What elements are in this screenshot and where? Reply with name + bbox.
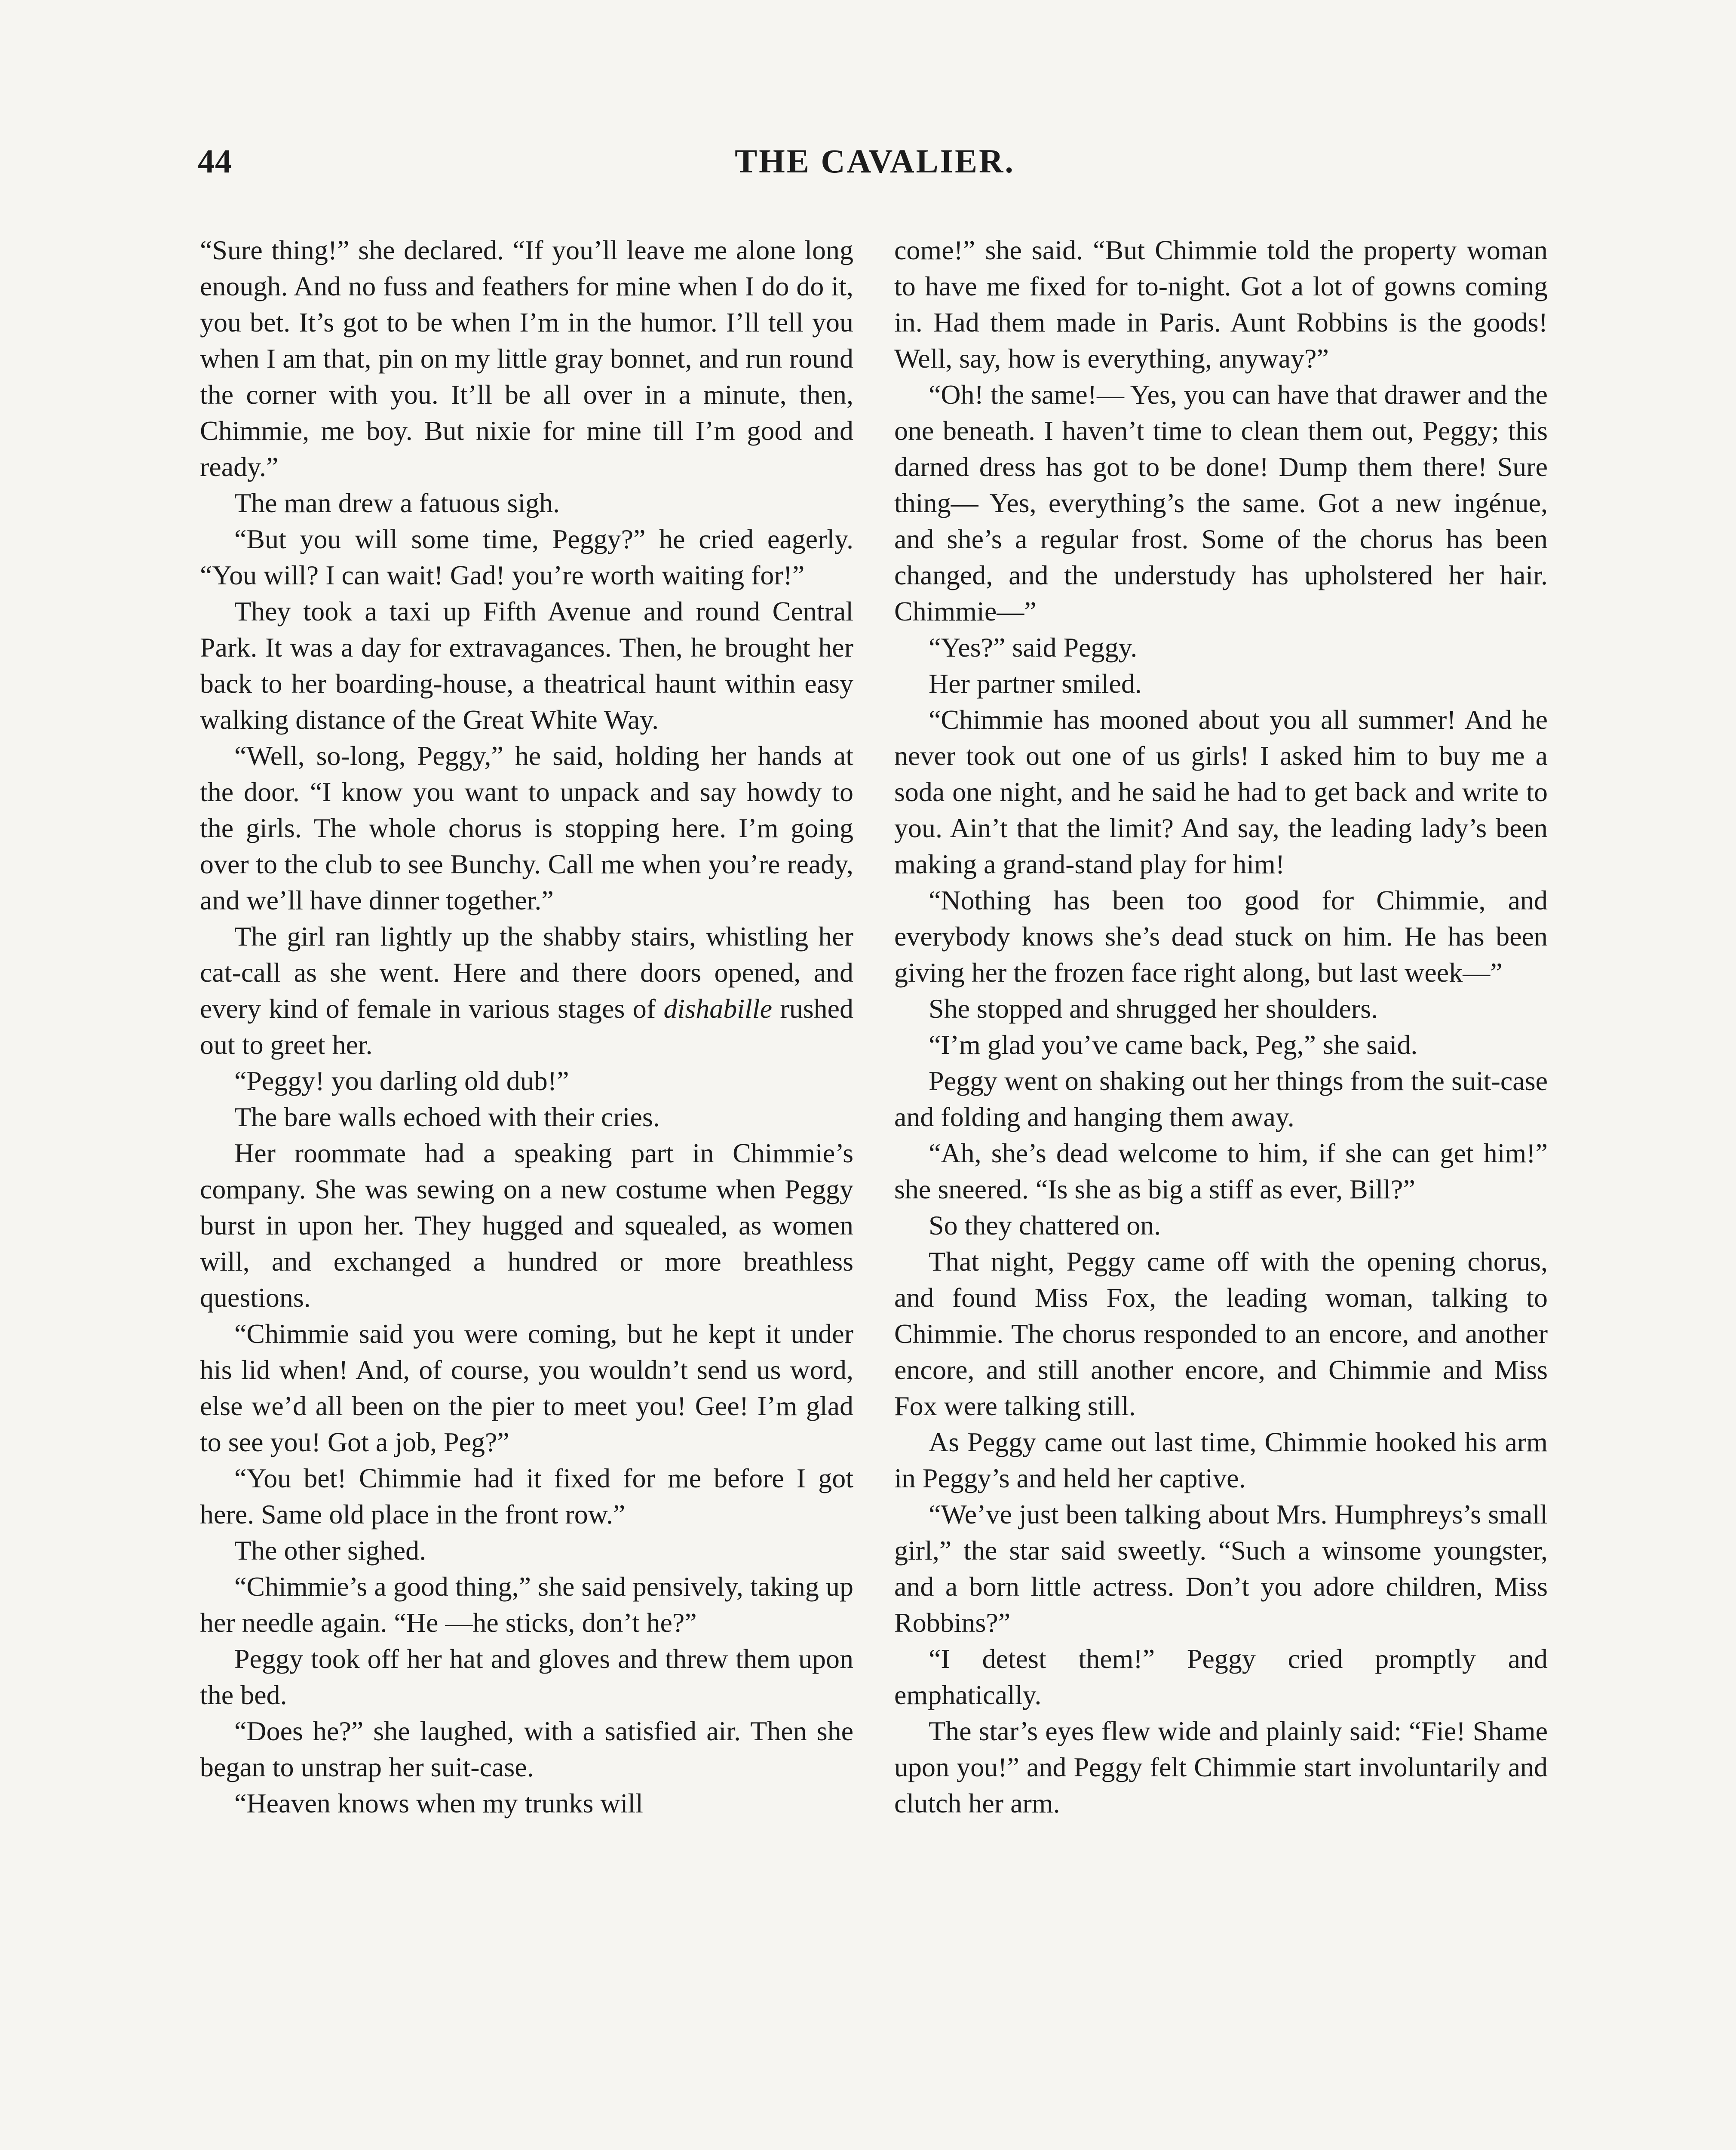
paragraph: She stopped and shrugged her shoulders. [929,993,1378,1024]
paragraph: “Chimmie’s a good thing,” she said pensively, taking up her needle again. “He —he sticks, don’t he?” [200,1571,853,1638]
paragraph: “But you will some time, Peggy?” he cried eagerly. “You will? I can wait! Gad! you’re worth waiting for!” [200,524,853,590]
paragraph: “Yes?” said Peggy. [929,632,1138,663]
paragraph: “Heaven knows when my trunks will [234,1788,643,1818]
paragraph: “Chimmie has mooned about you all summer! And he never took out one of us girls! I asked him to buy me a soda one night, and he said he had to get back and write to you. Ain’t that the limit? And say, the leading lady’s been making a grand-stand play for him! [894,704,1548,879]
italic-word: dishabille [663,993,772,1024]
running-title: THE CAVALIER. [735,142,1015,180]
paragraph: “Nothing has been too good for Chimmie, and everybody knows she’s dead stuck on him. He has been giving her the frozen face right along, but last week—” [894,885,1548,988]
paragraph: The bare walls echoed with their cries. [234,1102,660,1132]
paragraph: They took a taxi up Fifth Avenue and round Central Park. It was a day for extravagances. Then, he brought her back to her boarding-house, a theatrical haunt within easy walking distance of the Great White Way. [200,596,853,735]
page-header [198,142,1552,194]
text-run: rushed out to greet her. [200,993,854,1060]
paragraph: “Peggy! you darling old dub!” [234,1066,569,1096]
paragraph: “Sure thing!” she declared. “If you’ll leave me alone long enough. And no fuss and feathers for mine when I do do it, you bet. It’s got to be when I’m in the humor. I’ll tell you when I am that, pin on my little gray bonnet, and run round the corner with you. It’ll be all over in a minute, then, Chimmie, me boy. But nixie for mine till I’m good and ready.” [200,235,853,482]
paragraph: come!” she said. “But Chimmie told the property woman to have me fixed for to-night. Got a lot of gowns coming in. Had them made in Paris. Aunt Robbins is the goods! Well, say, how is everything, anyway?” [894,235,1548,374]
paragraph: Peggy took off her hat and gloves and threw them upon the bed. [200,1643,853,1710]
paragraph: The man drew a fatuous sigh. [234,488,560,518]
paragraph: The star’s eyes flew wide and plainly said: “Fie! Shame upon you!” and Peggy felt Chimmie start involuntarily and clutch her arm. [894,1716,1548,1818]
page-number: 44 [198,142,232,180]
paragraph: “We’ve just been talking about Mrs. Humphreys’s small girl,” the star said sweetly. “Such a winsome youngster, and a born little actress. Don’t you adore children, Miss Robbins?” [894,1499,1548,1638]
paragraph: As Peggy came out last time, Chimmie hooked his arm in Peggy’s and held her captive. [894,1427,1548,1493]
paragraph: So they chattered on. [929,1210,1161,1241]
paragraph: “You bet! Chimmie had it fixed for me before I got here. Same old place in the front row.” [200,1463,853,1530]
paragraph: “Ah, she’s dead welcome to him, if she can get him!” she sneered. “Is she as big a stiff as ever, Bill?” [894,1138,1548,1204]
paragraph: “Chimmie said you were coming, but he kept it under his lid when! And, of course, you wouldn’t send us word, else we’d all been on the pier to meet you! Gee! I’m glad to see you! Got a job, Peg?” [200,1318,853,1457]
paragraph: Her partner smiled. [929,668,1142,699]
paragraph: “I detest them!” Peggy cried promptly and emphatically. [894,1643,1548,1710]
right-column [894,232,1548,2150]
paragraph: “I’m glad you’ve came back, Peg,” she said. [929,1029,1418,1060]
left-column [200,232,853,2150]
paragraph: “Does he?” she laughed, with a satisfied air. Then she began to unstrap her suit-case. [200,1716,853,1782]
paragraph: That night, Peggy came off with the opening chorus, and found Miss Fox, the leading woman, talking to Chimmie. The chorus responded to an encore, and another encore, and still another encore, and Chimmie and Miss Fox were talking still. [894,1246,1548,1421]
paragraph: Peggy went on shaking out her things from the suit-case and folding and hanging them away. [894,1066,1548,1132]
paragraph: “Oh! the same!— Yes, you can have that drawer and the one beneath. I haven’t time to clean them out, Peggy; this darned dress has got to be done! Dump them there! Sure thing— Yes, everything’s the same. Got a new ingénue, and she’s a regular frost. Some of the chorus has been changed, and the understudy has upholstered her hair. Chimmie—” [894,379,1548,627]
paragraph [200,918,853,1063]
text-run: The girl ran lightly up the shabby stairs, whistling her cat-call as she went. Here and there doors opened, and every kind of female in various stages of [200,921,853,1024]
paragraph: “Well, so-long, Peggy,” he said, holding her hands at the door. “I know you want to unpack and say howdy to the girls. The whole chorus is stopping here. I’m going over to the club to see Bunchy. Call me when you’re ready, and we’ll have dinner together.” [200,740,853,915]
paragraph: Her roommate had a speaking part in Chimmie’s company. She was sewing on a new costume when Peggy burst in upon her. They hugged and squealed, as women will, and exchanged a hundred or more breathless questions. [200,1138,853,1313]
paragraph: The other sighed. [234,1535,426,1566]
